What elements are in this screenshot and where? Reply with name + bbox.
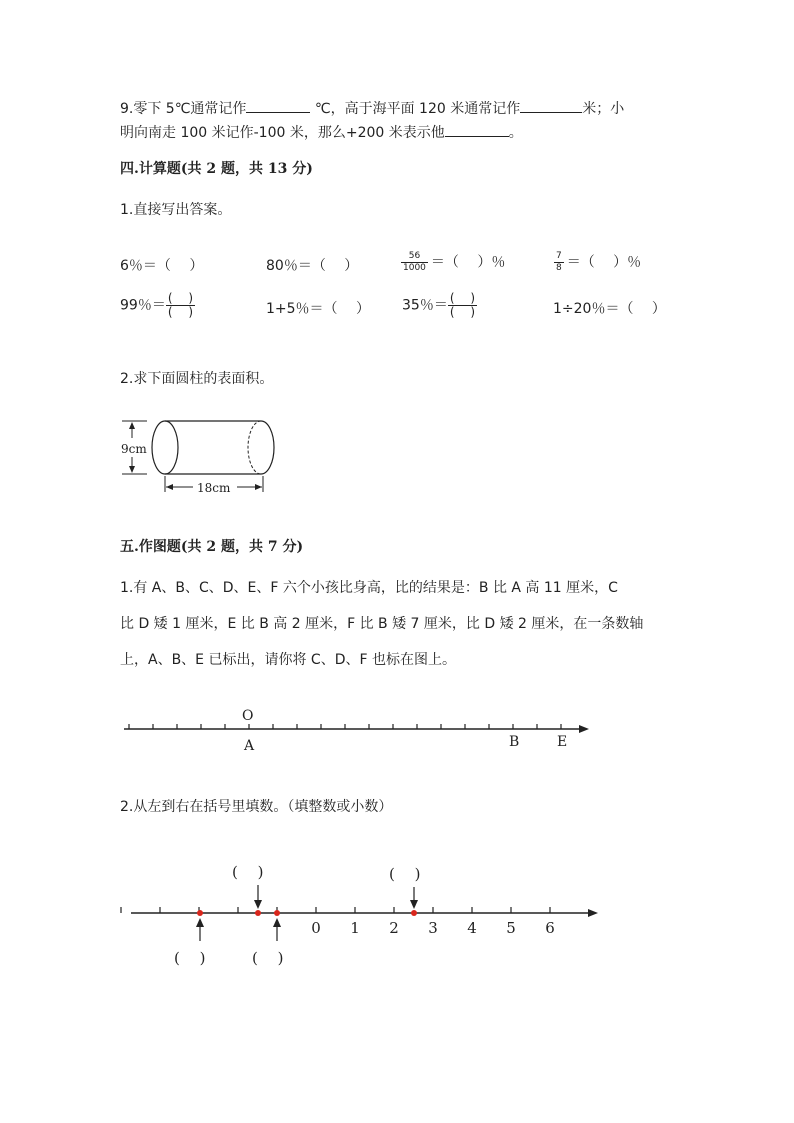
calc-item-f[interactable]: 1+5％＝（ ） [266, 301, 370, 317]
fraction [401, 251, 428, 274]
marked-point [197, 910, 203, 916]
axis2-tick-label: 0 [311, 919, 321, 937]
numerator: ( ) [167, 291, 194, 305]
axis2-tick-label: 6 [545, 919, 555, 937]
denominator: ( ) [449, 305, 476, 319]
calc-item-d[interactable] [551, 251, 641, 274]
arrow-down-icon [254, 900, 262, 909]
arrow-up-icon [196, 918, 204, 927]
point-e-label: E [557, 734, 568, 750]
draw-question-1-line3: 上，A、B、E 已标出，请你将 C、D、F 也标在图上。 [120, 652, 456, 668]
numerator: 7 [556, 251, 562, 261]
answer-blank[interactable] [520, 98, 582, 113]
blank-fraction [166, 292, 195, 319]
q9-line2-end: 。 [508, 125, 523, 141]
section-5-title: 五.作图题(共 2 题，共 7 分) [120, 539, 304, 555]
fraction [554, 251, 564, 274]
q9-line2: 明向南走 100 米记作-100 米，那么+200 米表示他 [120, 125, 445, 141]
answer-bracket[interactable]: ( ) [174, 949, 206, 967]
calc-item-e[interactable] [120, 292, 195, 319]
axis2-tick-label: 5 [506, 919, 516, 937]
answer-bracket[interactable]: ( ) [252, 949, 284, 967]
numerator: 56 [401, 251, 428, 263]
calc-item-c-rest: ＝（ ）％ [430, 254, 506, 271]
axis2-labels [311, 919, 555, 937]
calc-item-d-rest: ＝（ ）％ [566, 254, 642, 271]
point-a-label: A [244, 738, 255, 754]
arrow-up-icon [273, 918, 281, 927]
axis2-tick-label: 1 [350, 919, 360, 937]
answer-bracket[interactable]: ( ) [232, 863, 264, 881]
height-label: 9cm [121, 442, 147, 456]
number-line-1[interactable] [115, 700, 600, 756]
calc-question-2: 2.求下面圆柱的表面积。 [120, 371, 274, 387]
calc-item-a[interactable]: 6％＝（ ） [120, 258, 204, 274]
blank-fraction [448, 292, 477, 319]
calc-item-b[interactable]: 80％＝（ ） [266, 258, 359, 274]
marked-point [274, 910, 280, 916]
cylinder-figure [115, 410, 285, 500]
calc-item-g[interactable] [402, 292, 477, 319]
calc-item-g-lead: 35％＝ [402, 297, 448, 314]
marked-point [411, 910, 417, 916]
calc-item-h[interactable]: 1÷20％＝（ ） [553, 301, 666, 317]
axis2-tick-label: 4 [467, 919, 477, 937]
denominator: 1000 [403, 263, 426, 273]
q9-part1: 9.零下 5℃通常记作 [120, 101, 247, 117]
marked-point [255, 910, 261, 916]
arrow-down-icon [410, 900, 418, 909]
denominator: 8 [556, 263, 562, 273]
calc-question-1: 1.直接写出答案。 [120, 202, 232, 218]
denominator: ( ) [167, 305, 194, 319]
point-b-label: B [509, 734, 520, 750]
axis2-tick-label: 2 [389, 919, 399, 937]
draw-question-1-line1: 1.有 A、B、C、D、E、F 六个小孩比身高，比的结果是：B 比 A 高 11 厘米，C [120, 580, 618, 596]
axis2-ticks [121, 907, 550, 913]
draw-question-2: 2.从左到右在括号里填数。（填整数或小数） [120, 799, 393, 815]
calc-item-e-lead: 99％＝ [120, 297, 166, 314]
answer-blank[interactable] [246, 98, 310, 113]
section-4-title: 四.计算题(共 2 题，共 13 分) [120, 161, 313, 177]
numerator: ( ) [449, 291, 476, 305]
axis2-tick-label: 3 [428, 919, 438, 937]
number-line-2[interactable] [120, 855, 605, 973]
q9-part3: 米；小 [582, 101, 625, 117]
question-9 [120, 97, 624, 145]
origin-label: O [242, 708, 254, 724]
answer-blank[interactable] [445, 122, 509, 137]
length-label: 18cm [197, 481, 231, 495]
draw-question-1-line2: 比 D 矮 1 厘米，E 比 B 高 2 厘米，F 比 B 矮 7 厘米，比 D 矮 2 厘米，在一条数轴 [120, 616, 644, 632]
answer-bracket[interactable]: ( ) [389, 865, 421, 883]
q9-part2: ℃，高于海平面 120 米通常记作 [310, 101, 521, 117]
calc-item-c[interactable] [398, 251, 505, 274]
